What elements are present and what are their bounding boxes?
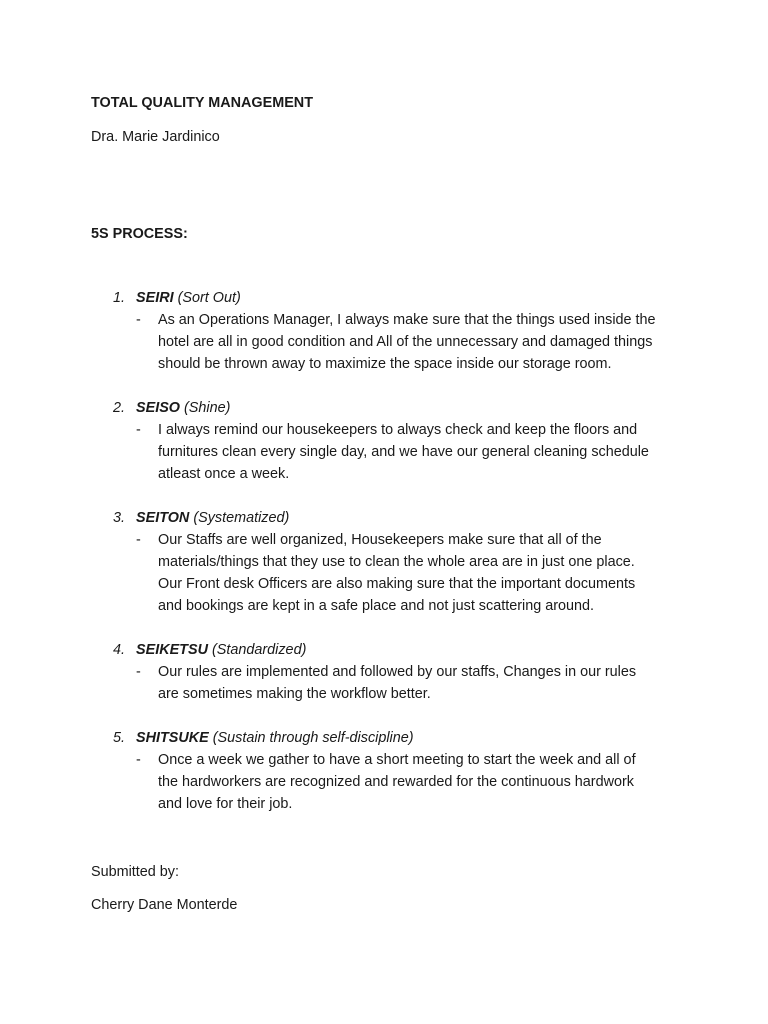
item-gloss: (Sort Out) bbox=[177, 290, 241, 306]
submitted-by-label: Submitted by: bbox=[91, 864, 179, 880]
bullet-dash: - bbox=[136, 312, 141, 328]
section-heading: 5S PROCESS: bbox=[91, 226, 188, 242]
description-line: and bookings are kept in a safe place and not just scattering around. bbox=[158, 598, 595, 614]
item-description bbox=[0, 419, 688, 485]
item-number: 3. bbox=[113, 510, 126, 526]
item-term: SEISO bbox=[136, 400, 180, 416]
item-number: 5. bbox=[113, 730, 126, 746]
list-item bbox=[0, 639, 768, 705]
bullet-dash: - bbox=[136, 532, 141, 548]
list-item bbox=[0, 727, 768, 815]
description-line: I always remind our housekeepers to always check and keep the floors and bbox=[158, 422, 638, 438]
list-item-header bbox=[0, 397, 768, 419]
item-number: 4. bbox=[113, 642, 126, 658]
description-line: Once a week we gather to have a short meeting to start the week and all of bbox=[158, 752, 636, 768]
list-item-header bbox=[0, 287, 768, 309]
item-description bbox=[0, 309, 688, 375]
description-line: hotel are all in good condition and All of the unnecessary and damaged things bbox=[158, 334, 653, 350]
item-title bbox=[136, 727, 414, 749]
bullet-dash: - bbox=[136, 422, 141, 438]
item-gloss: (Shine) bbox=[184, 400, 231, 416]
item-title bbox=[136, 397, 230, 419]
item-gloss: (Sustain through self-discipline) bbox=[212, 730, 414, 746]
description-line: furnitures clean every single day, and we have our general cleaning schedule bbox=[158, 444, 649, 460]
list-item-header bbox=[0, 639, 768, 661]
description-line: Our Staffs are well organized, Housekeepers make sure that all of the bbox=[158, 532, 602, 548]
description-line: atleast once a week. bbox=[158, 466, 290, 482]
list-item bbox=[0, 287, 768, 375]
item-title bbox=[136, 507, 289, 529]
item-term: SHITSUKE bbox=[136, 730, 209, 746]
description-line: Our rules are implemented and followed by our staffs, Changes in our rules bbox=[158, 664, 637, 680]
5s-list bbox=[0, 287, 768, 837]
item-description bbox=[0, 749, 688, 815]
list-item bbox=[0, 507, 768, 617]
list-item-header bbox=[0, 507, 768, 529]
item-description bbox=[0, 661, 688, 705]
item-number: 1. bbox=[113, 290, 126, 306]
item-description bbox=[0, 529, 688, 617]
bullet-dash: - bbox=[136, 752, 141, 768]
author-name: Dra. Marie Jardinico bbox=[91, 129, 220, 145]
bullet-dash: - bbox=[136, 664, 141, 680]
document-title: TOTAL QUALITY MANAGEMENT bbox=[91, 95, 313, 111]
submitter-name: Cherry Dane Monterde bbox=[91, 897, 238, 913]
description-line: Our Front desk Officers are also making sure that the important documents bbox=[158, 576, 636, 592]
description-line: materials/things that they use to clean the whole area are in just one place. bbox=[158, 554, 635, 570]
list-item-header bbox=[0, 727, 768, 749]
list-item bbox=[0, 397, 768, 485]
item-term: SEIRI bbox=[136, 290, 174, 306]
description-line: and love for their job. bbox=[158, 796, 293, 812]
item-number: 2. bbox=[113, 400, 126, 416]
item-term: SEITON bbox=[136, 510, 190, 526]
item-gloss: (Systematized) bbox=[193, 510, 290, 526]
item-gloss: (Standardized) bbox=[211, 642, 307, 658]
description-line: As an Operations Manager, I always make sure that the things used inside the bbox=[158, 312, 656, 328]
description-line: the hardworkers are recognized and rewarded for the continuous hardwork bbox=[158, 774, 634, 790]
description-line: are sometimes making the workflow better. bbox=[158, 686, 431, 702]
item-title bbox=[136, 639, 306, 661]
item-term: SEIKETSU bbox=[136, 642, 208, 658]
item-title bbox=[136, 287, 241, 309]
description-line: should be thrown away to maximize the space inside our storage room. bbox=[158, 356, 612, 372]
